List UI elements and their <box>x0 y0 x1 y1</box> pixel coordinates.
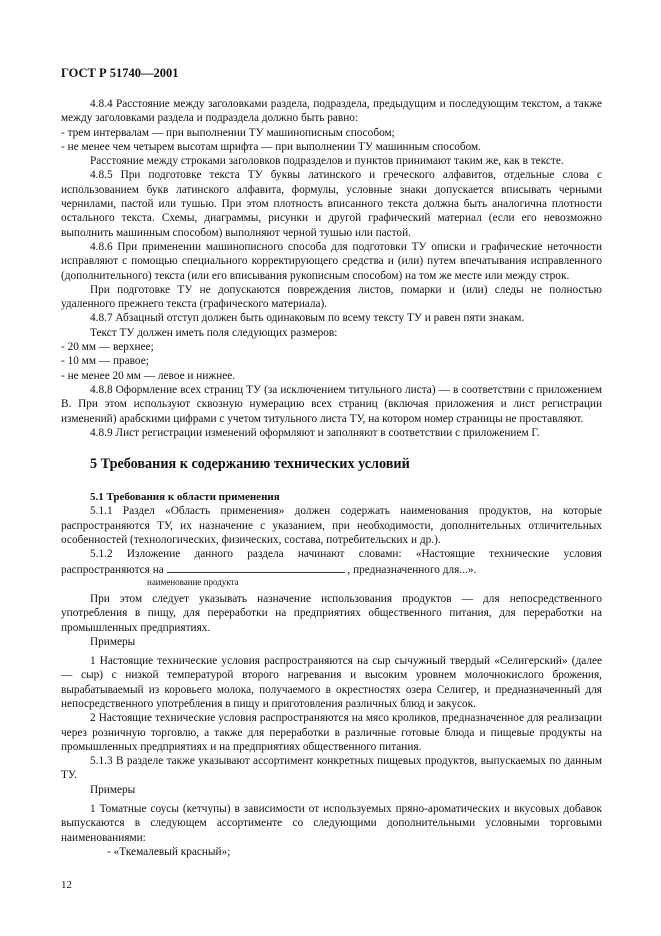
list-item: - 10 мм — правое; <box>61 355 149 368</box>
list-item: - 20 мм — верхнее; <box>61 341 154 354</box>
subsection-5-1-heading: 5.1 Требования к области применения <box>90 491 280 504</box>
example-tomato-sauce: 1 Томатные соусы (кетчупы) в зависимости от используемых пряно-ароматических и вкусовых добавок выпускаются в следующем ассортименте со следующими дополнительными условными торговыми наименованиями: <box>61 803 602 844</box>
document-header: ГОСТ Р 51740—2001 <box>61 66 179 80</box>
example-2: 2 Настоящие технические условия распространяются на мясо кроликов, предназначенное для реализации через розничную торговлю, а также для переработки в различные готовые блюда и пищевые продукты на промышленных предприятиях и на предприятиях общественного питания. <box>61 712 602 753</box>
paragraph: При подготовке ТУ не допускаются повреждения листов, помарки и (или) следы не полностью удаленного прежнего текста (графического материала). <box>61 283 602 311</box>
blank-caption: наименование продукта <box>147 576 239 587</box>
paragraph: Расстояние между строками заголовков подразделов и пунктов принимают таким же, как в тексте. <box>90 155 564 168</box>
paragraph-5-1-2 <box>61 547 602 577</box>
example-1: 1 Настоящие технические условия распространяются на сыр сычужный твердый «Селигерский» (далее — сыр) с низкой температурой второго нагревания и высоким уровнем молочнокислого брожения, вырабатываемый из коровьего молока, получаемого в окрестностях озера Селигер, и предназначенный для непосредственного употребления в пищу и приготовления различных блюд и закусок. <box>61 655 602 710</box>
paragraph-5-1-2-end: , предназначенного для...». <box>347 563 477 576</box>
list-item: - «Ткемалевый красный»; <box>107 845 231 858</box>
list-item: - не менее чем четырем высотам шрифта — при выполнении ТУ машинным способом. <box>61 140 482 153</box>
list-item: - не менее 20 мм — левое и нижнее. <box>61 369 236 382</box>
paragraph-5-1-3: 5.1.3 В разделе также указывают ассортимент конкретных пищевых продуктов, выпускаемых по данным ТУ. <box>61 755 602 782</box>
paragraph-5-1-1: 5.1.1 Раздел «Область применения» должен содержать наименования продуктов, на которые распространяются ТУ, их назначение с указанием, при необходимости, дополнительных отличительных особенностей (технологических, физических, состава, потребительских и др.). <box>61 505 602 547</box>
page-number: 12 <box>61 879 72 891</box>
list-item: - трем интервалам — при выполнении ТУ машинописным способом; <box>61 126 395 139</box>
paragraph-4-8-5: 4.8.5 При подготовке текста ТУ буквы латинского и греческого алфавитов, отдельные слова с использованием букв латинского алфавита, формулы, условные знаки допускается вписывать черными чернилами, пастой или тушью. При этом плотность вписанного текста должна быть аналогична плотности остального текста. Схемы, диаграммы, рисунки и другой графический материал (если его невозможно выполнить машинным способом) выполняют черной тушью или пастой. <box>61 169 602 239</box>
section-5-heading: 5 Требования к содержанию технических условий <box>90 456 410 473</box>
paragraph-5-1-2-start: 5.1.2 Изложение данного раздела начинают словами: «Настоящие технические условия распространяются на <box>61 548 602 576</box>
paragraph-4-8-8: 4.8.8 Оформление всех страниц ТУ (за исключением титульного листа) — в соответствии с приложением В. При этом используют сквозную нумерацию всех страниц (включая приложения и лист регистрации изменений) арабскими цифрами с учетом титульного листа ТУ, на котором номер страницы не проставляют. <box>61 383 602 425</box>
examples-label: Примеры <box>90 635 136 648</box>
paragraph-4-8-6: 4.8.6 При применении машинописного способа для подготовки ТУ описки и графические неточности исправляют с помощью специального корректирующего средства и (или) путем впечатывания исправленного (дополнительного) текста (или его вписывания рукописным способом) на том же месте или между строк. <box>61 240 602 282</box>
examples-label: Примеры <box>90 783 136 796</box>
paragraph-4-8-4: 4.8.4 Расстояние между заголовками раздела, подраздела, предыдущим и последующим текстом, а также между заголовками раздела и подраздела должно быть равно: <box>61 98 602 125</box>
paragraph: При этом следует указывать назначение использования продуктов — для непосредственного употребления в пищу, для переработки на предприятиях общественного питания, для переработки на промышленных предприятиях. <box>61 592 602 634</box>
paragraph: Текст ТУ должен иметь поля следующих размеров: <box>90 326 338 339</box>
paragraph-4-8-7: 4.8.7 Абзацный отступ должен быть одинаковым по всему тексту ТУ и равен пяти знакам. <box>90 312 525 325</box>
paragraph-4-8-9: 4.8.9 Лист регистрации изменений оформляют и заполняют в соответствии с приложением Г. <box>90 426 540 439</box>
fill-in-blank <box>167 562 345 573</box>
document-body <box>61 97 602 859</box>
